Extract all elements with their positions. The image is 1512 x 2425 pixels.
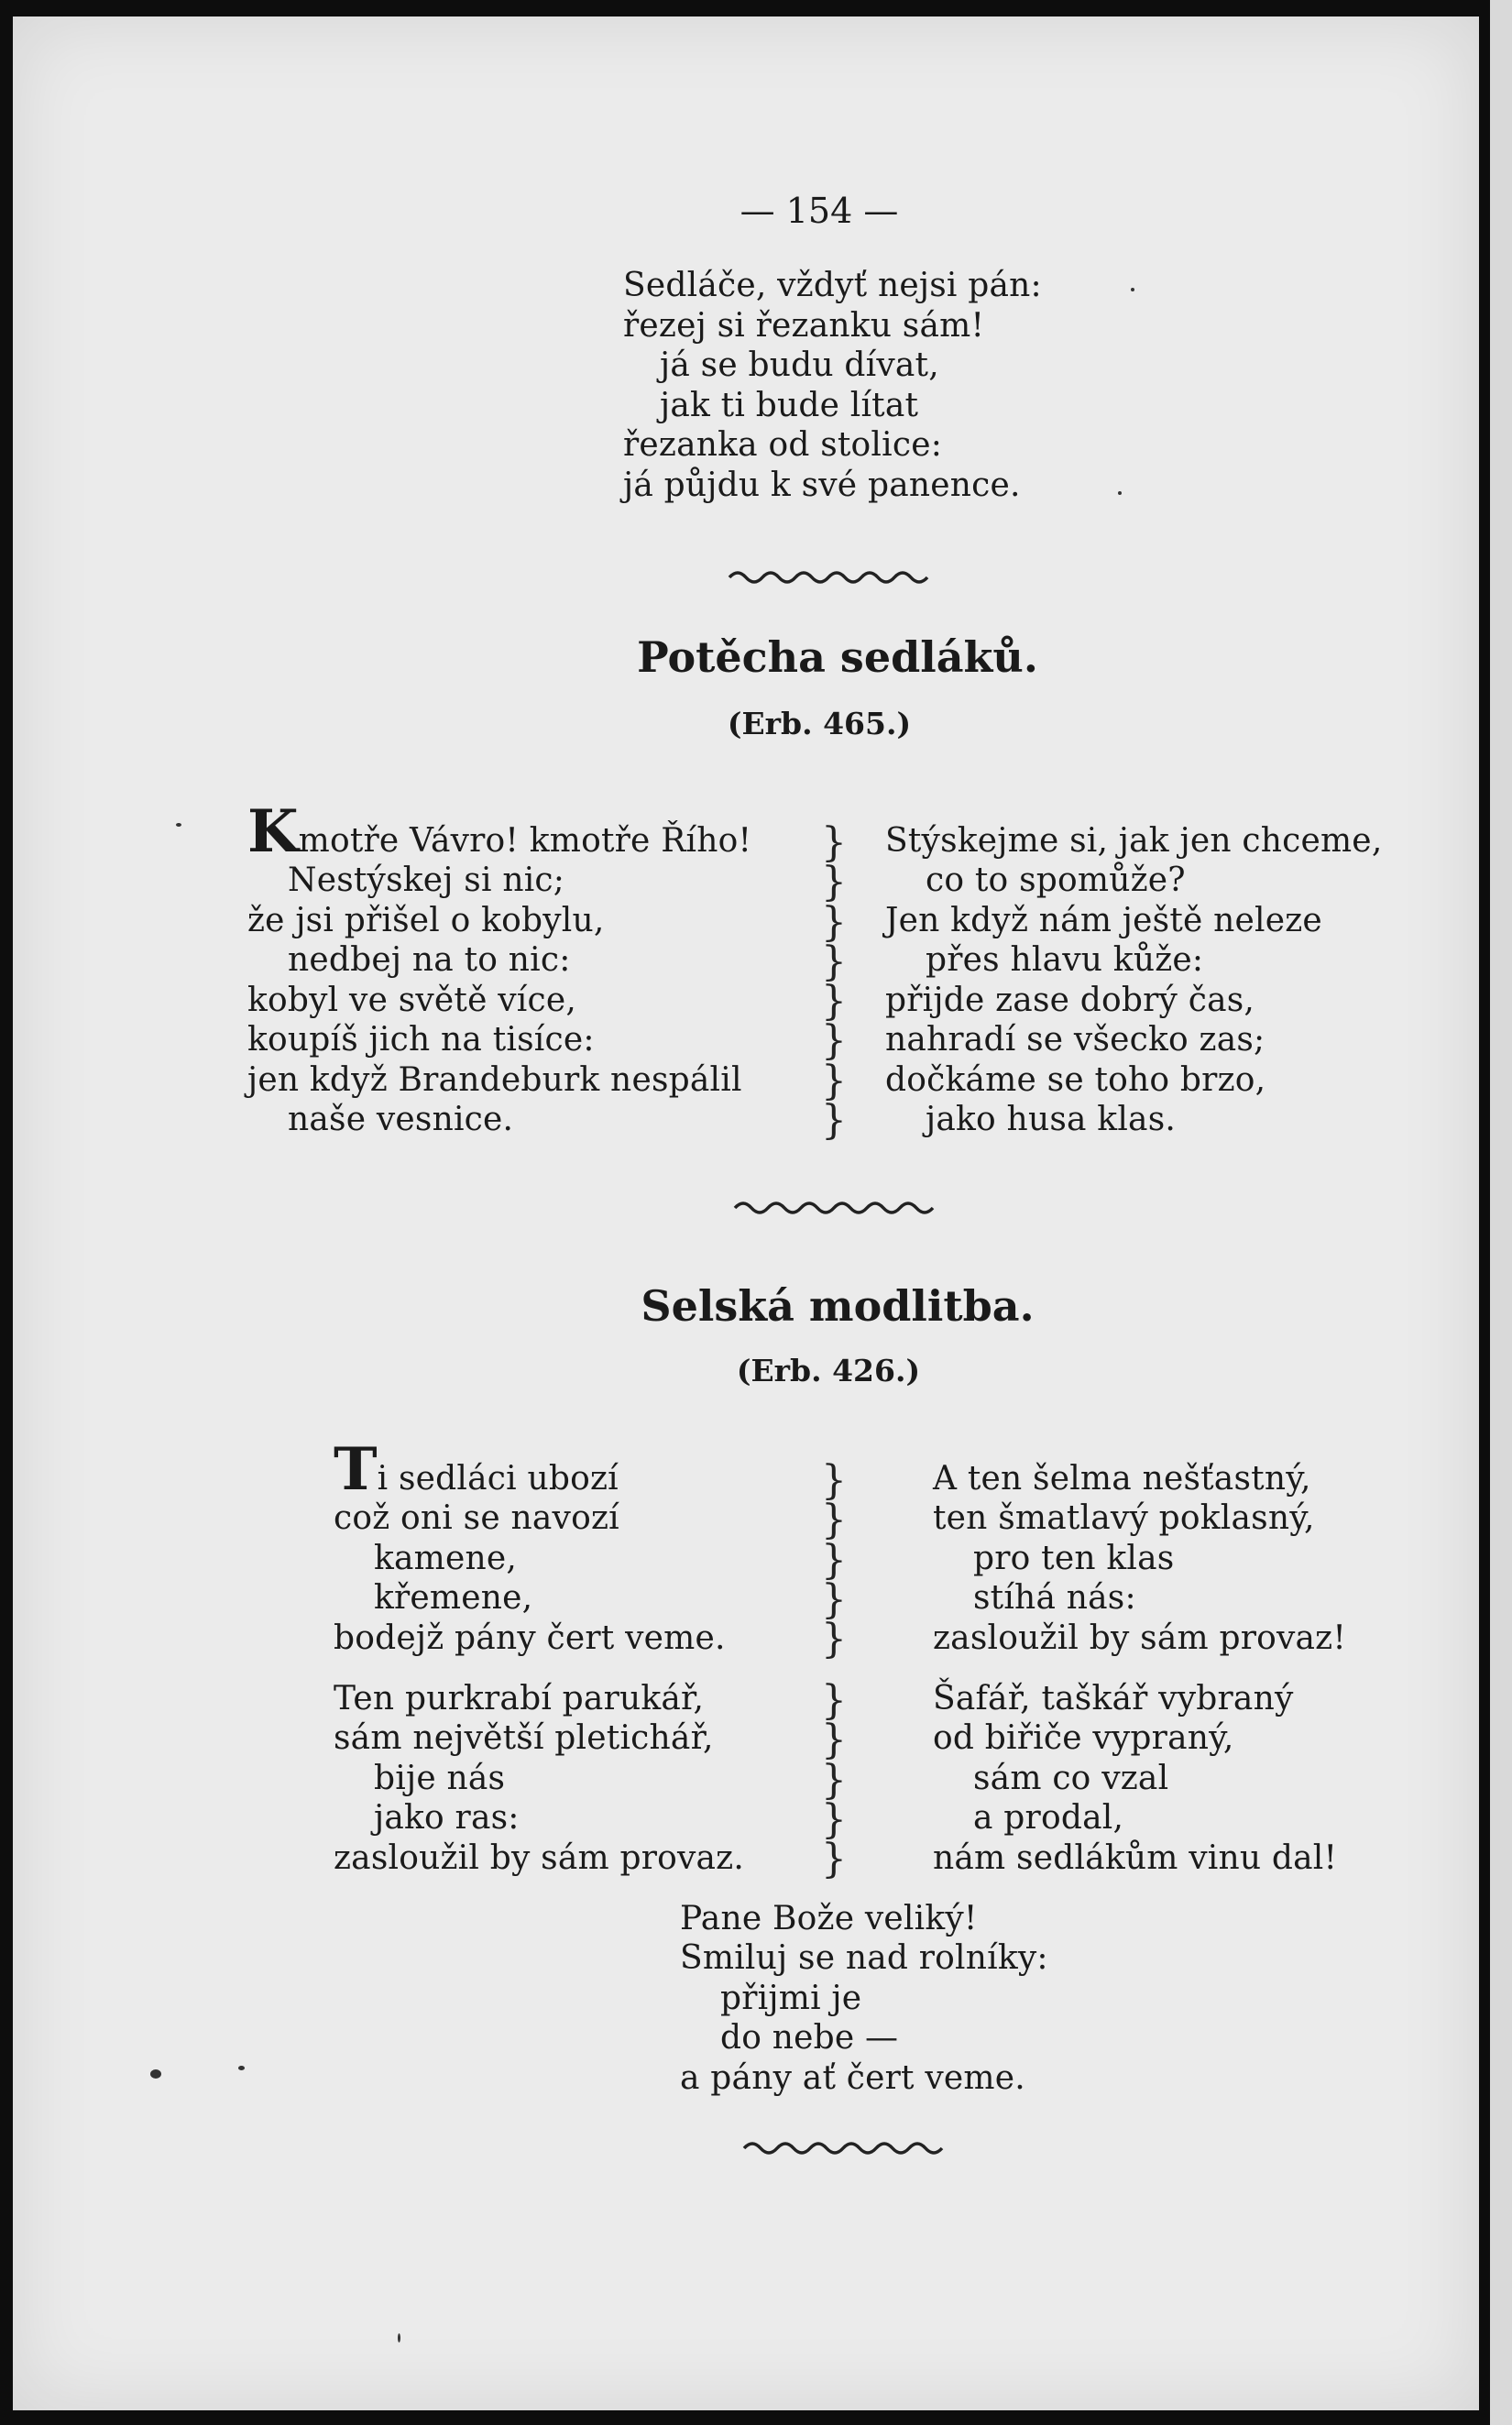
verse-line: Kmotře Vávro! kmotře Řího! bbox=[247, 797, 752, 866]
verse-line: sám co vzal bbox=[973, 1760, 1169, 1797]
verse-line: přijde zase dobrý čas, bbox=[885, 982, 1255, 1019]
verse-line: od biřiče vypraný, bbox=[933, 1719, 1234, 1757]
verse-line: co to spomůže? bbox=[926, 861, 1186, 899]
stanza-line: řezej si řezanku sám! bbox=[623, 307, 985, 345]
stanza-line: já půjdu k své panence. bbox=[623, 466, 1021, 504]
verse-line: přes hlavu kůže: bbox=[926, 941, 1204, 979]
book-page bbox=[13, 16, 1479, 2410]
verse-line: což oni se navozí bbox=[334, 1499, 619, 1537]
wave-ornament bbox=[728, 565, 929, 587]
poem-title: Selská modlitba. bbox=[641, 1281, 1035, 1331]
verse-line: Jen když nám ještě neleze bbox=[885, 902, 1322, 939]
stanza-line: řezanka od stolice: bbox=[623, 426, 943, 464]
verse-line: Ti sedláci ubozí bbox=[334, 1435, 619, 1504]
verse-line: že jsi přišel o kobylu, bbox=[247, 902, 605, 939]
stanza-line: já se budu dívat, bbox=[660, 346, 939, 384]
verse-line: sám největší pletichář, bbox=[334, 1719, 714, 1757]
wave-ornament bbox=[733, 1195, 935, 1217]
paper-speck bbox=[176, 823, 181, 827]
stanza-line: jak ti bude lítat bbox=[660, 387, 919, 424]
drop-cap: K bbox=[247, 797, 299, 866]
verse-line: Nestýskej si nic; bbox=[288, 861, 565, 899]
verse-line: přijmi je bbox=[720, 1980, 862, 2017]
verse-line: kobyl ve světě více, bbox=[247, 982, 577, 1019]
paper-speck bbox=[398, 2333, 400, 2343]
verse-line: Ten purkrabí parukář, bbox=[334, 1680, 705, 1717]
wave-ornament bbox=[742, 2135, 944, 2157]
verse-line: jen když Brandeburk nespálil bbox=[247, 1061, 742, 1099]
verse-line: nedbej na to nic: bbox=[288, 941, 571, 979]
verse-line: nám sedlákům vinu dal! bbox=[933, 1839, 1338, 1877]
verse-line: jako husa klas. bbox=[926, 1101, 1177, 1138]
poem-source: (Erb. 465.) bbox=[727, 706, 912, 741]
verse-line: koupíš jich na tisíce: bbox=[247, 1021, 595, 1059]
paper-speck bbox=[1118, 491, 1122, 495]
verse-line: Stýskejme si, jak jen chceme, bbox=[885, 822, 1383, 860]
verse-line: křemene, bbox=[374, 1579, 533, 1617]
verse-line: do nebe — bbox=[720, 2019, 899, 2057]
verse-line: jako ras: bbox=[374, 1799, 520, 1837]
poem-title: Potěcha sedláků. bbox=[637, 632, 1038, 682]
stanza-line: Sedláče, vždyť nejsi pán: bbox=[623, 267, 1042, 304]
column-divider: } } } } } } } } bbox=[821, 819, 847, 1145]
verse-line: stíhá nás: bbox=[973, 1579, 1136, 1617]
verse-line: a pány ať čert veme. bbox=[680, 2059, 1025, 2097]
verse-line: zasloužil by sám provaz! bbox=[933, 1619, 1347, 1657]
paper-speck bbox=[1131, 288, 1134, 291]
verse-line: A ten šelma nešťastný, bbox=[933, 1460, 1311, 1498]
verse-line: kamene, bbox=[374, 1540, 518, 1577]
verse-line: pro ten klas bbox=[973, 1540, 1175, 1577]
drop-cap: T bbox=[334, 1435, 378, 1504]
verse-line: bodejž pány čert veme. bbox=[334, 1619, 726, 1657]
verse-line: nahradí se všecko zas; bbox=[885, 1021, 1265, 1059]
verse-line: Šafář, taškář vybraný bbox=[933, 1680, 1294, 1717]
verse-line: ten šmatlavý poklasný, bbox=[933, 1499, 1315, 1537]
paper-speck bbox=[150, 2069, 161, 2079]
poem-source: (Erb. 426.) bbox=[736, 1353, 921, 1388]
page-number: — 154 — bbox=[740, 191, 899, 231]
verse-line: bije nás bbox=[374, 1760, 506, 1797]
book-spine bbox=[1490, 0, 1512, 2425]
column-divider: } } } } } bbox=[821, 1677, 847, 1883]
verse-line: Pane Bože veliký! bbox=[680, 1900, 978, 1937]
paper-speck bbox=[238, 2066, 245, 2070]
verse-line: dočkáme se toho brzo, bbox=[885, 1061, 1266, 1099]
verse-line: Smiluj se nad rolníky: bbox=[680, 1939, 1048, 1977]
column-divider: } } } } } bbox=[821, 1457, 847, 1663]
verse-line: zasloužil by sám provaz. bbox=[334, 1839, 744, 1877]
verse-line: a prodal, bbox=[973, 1799, 1124, 1837]
verse-line: naše vesnice. bbox=[288, 1101, 514, 1138]
